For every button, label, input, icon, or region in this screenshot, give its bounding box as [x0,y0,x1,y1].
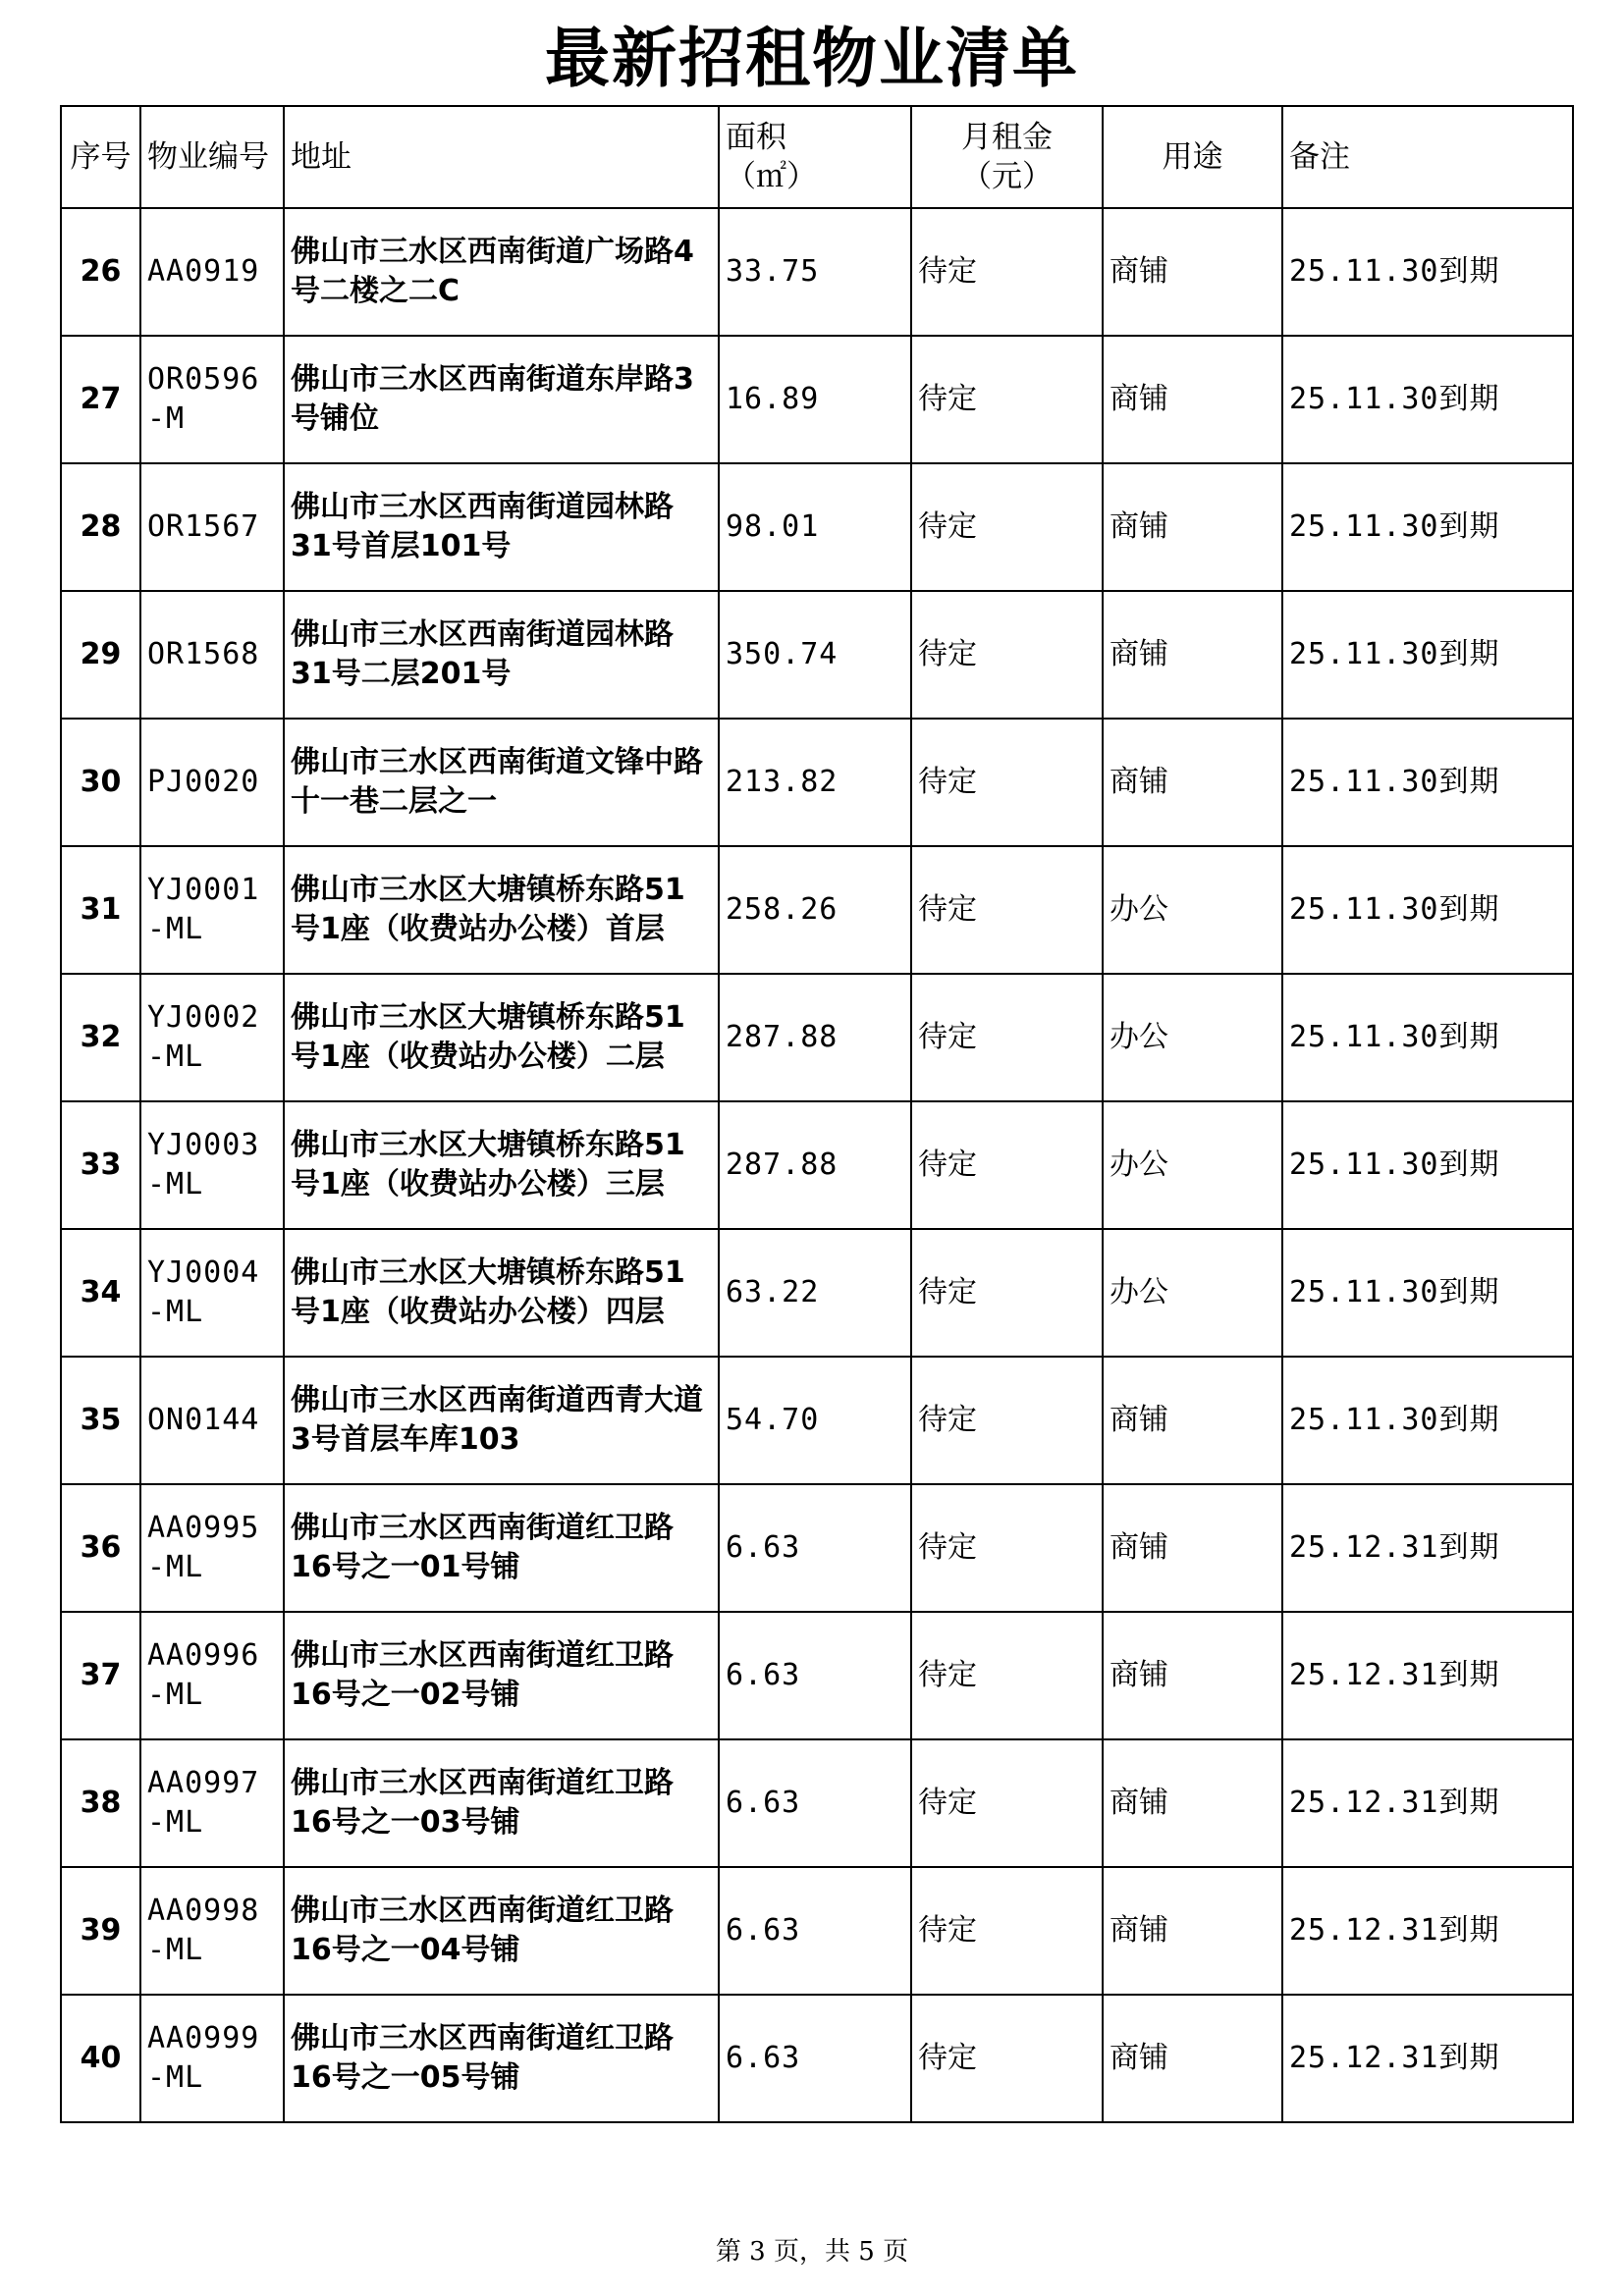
table-row [61,463,1573,591]
cell-rent: 待定 [911,1357,1103,1484]
cell-area: 98.01 [719,463,911,591]
cell-address: 佛山市三水区西南街道红卫路16号之一02号铺 [284,1612,719,1739]
table-row [61,1995,1573,2122]
cell-use: 商铺 [1103,719,1282,846]
cell-note: 25.11.30到期 [1282,846,1573,974]
cell-address: 佛山市三水区大塘镇桥东路51号1座（收费站办公楼）三层 [284,1101,719,1229]
cell-address: 佛山市三水区西南街道西青大道3号首层车库103 [284,1357,719,1484]
table-row [61,1739,1573,1867]
cell-code: ON0144 [140,1357,284,1484]
cell-use: 商铺 [1103,1739,1282,1867]
cell-address: 佛山市三水区西南街道园林路31号二层201号 [284,591,719,719]
table-row [61,208,1573,336]
cell-area: 6.63 [719,1612,911,1739]
cell-address: 佛山市三水区大塘镇桥东路51号1座（收费站办公楼）四层 [284,1229,719,1357]
cell-note: 25.11.30到期 [1282,1101,1573,1229]
cell-use: 商铺 [1103,1995,1282,2122]
cell-rent: 待定 [911,1612,1103,1739]
cell-code: AA0996-ML [140,1612,284,1739]
cell-address: 佛山市三水区西南街道园林路31号首层101号 [284,463,719,591]
table-row [61,1484,1573,1612]
cell-note: 25.11.30到期 [1282,719,1573,846]
cell-seq: 35 [61,1357,140,1484]
cell-seq: 28 [61,463,140,591]
cell-area: 63.22 [719,1229,911,1357]
cell-area: 287.88 [719,1101,911,1229]
cell-use: 商铺 [1103,1484,1282,1612]
cell-rent: 待定 [911,208,1103,336]
cell-code: AA0998-ML [140,1867,284,1995]
cell-seq: 37 [61,1612,140,1739]
cell-code: AA0999-ML [140,1995,284,2122]
cell-seq: 38 [61,1739,140,1867]
header-area-label: 面积 [726,120,786,155]
cell-seq: 32 [61,974,140,1101]
header-seq: 序号 [61,106,140,208]
cell-rent: 待定 [911,1484,1103,1612]
cell-seq: 39 [61,1867,140,1995]
cell-use: 商铺 [1103,463,1282,591]
cell-note: 25.11.30到期 [1282,463,1573,591]
cell-address: 佛山市三水区西南街道红卫路16号之一03号铺 [284,1739,719,1867]
cell-seq: 40 [61,1995,140,2122]
cell-code: OR1567 [140,463,284,591]
cell-code: OR0596-M [140,336,284,463]
cell-code: AA0997-ML [140,1739,284,1867]
header-area [719,106,911,208]
header-rent [911,106,1103,208]
cell-note: 25.12.31到期 [1282,1867,1573,1995]
cell-note: 25.11.30到期 [1282,208,1573,336]
cell-use: 商铺 [1103,1612,1282,1739]
cell-code: AA0995-ML [140,1484,284,1612]
cell-use: 办公 [1103,1229,1282,1357]
cell-area: 258.26 [719,846,911,974]
table-body [61,208,1573,2122]
cell-code: YJ0003-ML [140,1101,284,1229]
cell-seq: 36 [61,1484,140,1612]
cell-address: 佛山市三水区西南街道东岸路3号铺位 [284,336,719,463]
cell-use: 商铺 [1103,1357,1282,1484]
cell-note: 25.12.31到期 [1282,1484,1573,1612]
cell-address: 佛山市三水区西南街道红卫路16号之一05号铺 [284,1995,719,2122]
cell-address: 佛山市三水区大塘镇桥东路51号1座（收费站办公楼）首层 [284,846,719,974]
cell-rent: 待定 [911,1229,1103,1357]
header-use: 用途 [1103,106,1282,208]
cell-seq: 26 [61,208,140,336]
cell-address: 佛山市三水区西南街道广场路4号二楼之二C [284,208,719,336]
header-area-unit: （㎡） [726,159,817,194]
cell-rent: 待定 [911,1739,1103,1867]
cell-seq: 33 [61,1101,140,1229]
cell-area: 213.82 [719,719,911,846]
cell-use: 商铺 [1103,1867,1282,1995]
cell-note: 25.11.30到期 [1282,974,1573,1101]
cell-code: OR1568 [140,591,284,719]
table-row [61,1867,1573,1995]
cell-area: 6.63 [719,1739,911,1867]
cell-code: YJ0001-ML [140,846,284,974]
cell-rent: 待定 [911,591,1103,719]
cell-note: 25.11.30到期 [1282,591,1573,719]
table-row [61,1612,1573,1739]
header-rent-label: 月租金 [961,120,1053,155]
cell-area: 350.74 [719,591,911,719]
table-row [61,1101,1573,1229]
cell-address: 佛山市三水区西南街道文锋中路十一巷二层之一 [284,719,719,846]
cell-seq: 31 [61,846,140,974]
cell-area: 54.70 [719,1357,911,1484]
cell-rent: 待定 [911,846,1103,974]
cell-area: 16.89 [719,336,911,463]
cell-note: 25.12.31到期 [1282,1612,1573,1739]
cell-rent: 待定 [911,974,1103,1101]
header-rent-unit: （元） [961,159,1053,194]
cell-note: 25.11.30到期 [1282,336,1573,463]
table-row [61,1229,1573,1357]
page-footer: 第 3 页，共 5 页 [715,2237,909,2267]
cell-area: 33.75 [719,208,911,336]
cell-rent: 待定 [911,463,1103,591]
table-row [61,974,1573,1101]
table-row [61,719,1573,846]
table-header-row [61,106,1573,208]
cell-address: 佛山市三水区西南街道红卫路16号之一01号铺 [284,1484,719,1612]
cell-code: AA0919 [140,208,284,336]
cell-note: 25.11.30到期 [1282,1357,1573,1484]
cell-rent: 待定 [911,1995,1103,2122]
table-row [61,1357,1573,1484]
cell-seq: 29 [61,591,140,719]
cell-code: YJ0004-ML [140,1229,284,1357]
cell-rent: 待定 [911,1867,1103,1995]
header-address: 地址 [284,106,719,208]
table-row [61,336,1573,463]
cell-seq: 30 [61,719,140,846]
cell-area: 287.88 [719,974,911,1101]
cell-area: 6.63 [719,1484,911,1612]
cell-code: YJ0002-ML [140,974,284,1101]
cell-area: 6.63 [719,1867,911,1995]
cell-rent: 待定 [911,336,1103,463]
table-row [61,846,1573,974]
cell-use: 商铺 [1103,591,1282,719]
cell-use: 办公 [1103,1101,1282,1229]
cell-use: 办公 [1103,974,1282,1101]
table-row [61,591,1573,719]
cell-use: 商铺 [1103,336,1282,463]
cell-code: PJ0020 [140,719,284,846]
cell-use: 商铺 [1103,208,1282,336]
cell-note: 25.11.30到期 [1282,1229,1573,1357]
header-note: 备注 [1282,106,1573,208]
cell-rent: 待定 [911,719,1103,846]
cell-address: 佛山市三水区西南街道红卫路16号之一04号铺 [284,1867,719,1995]
cell-use: 办公 [1103,846,1282,974]
property-table [60,105,1574,2123]
cell-seq: 34 [61,1229,140,1357]
cell-note: 25.12.31到期 [1282,1995,1573,2122]
cell-note: 25.12.31到期 [1282,1739,1573,1867]
cell-area: 6.63 [719,1995,911,2122]
cell-seq: 27 [61,336,140,463]
page-title: 最新招租物业清单 [545,21,1079,96]
cell-address: 佛山市三水区大塘镇桥东路51号1座（收费站办公楼）二层 [284,974,719,1101]
header-code: 物业编号 [140,106,284,208]
cell-rent: 待定 [911,1101,1103,1229]
